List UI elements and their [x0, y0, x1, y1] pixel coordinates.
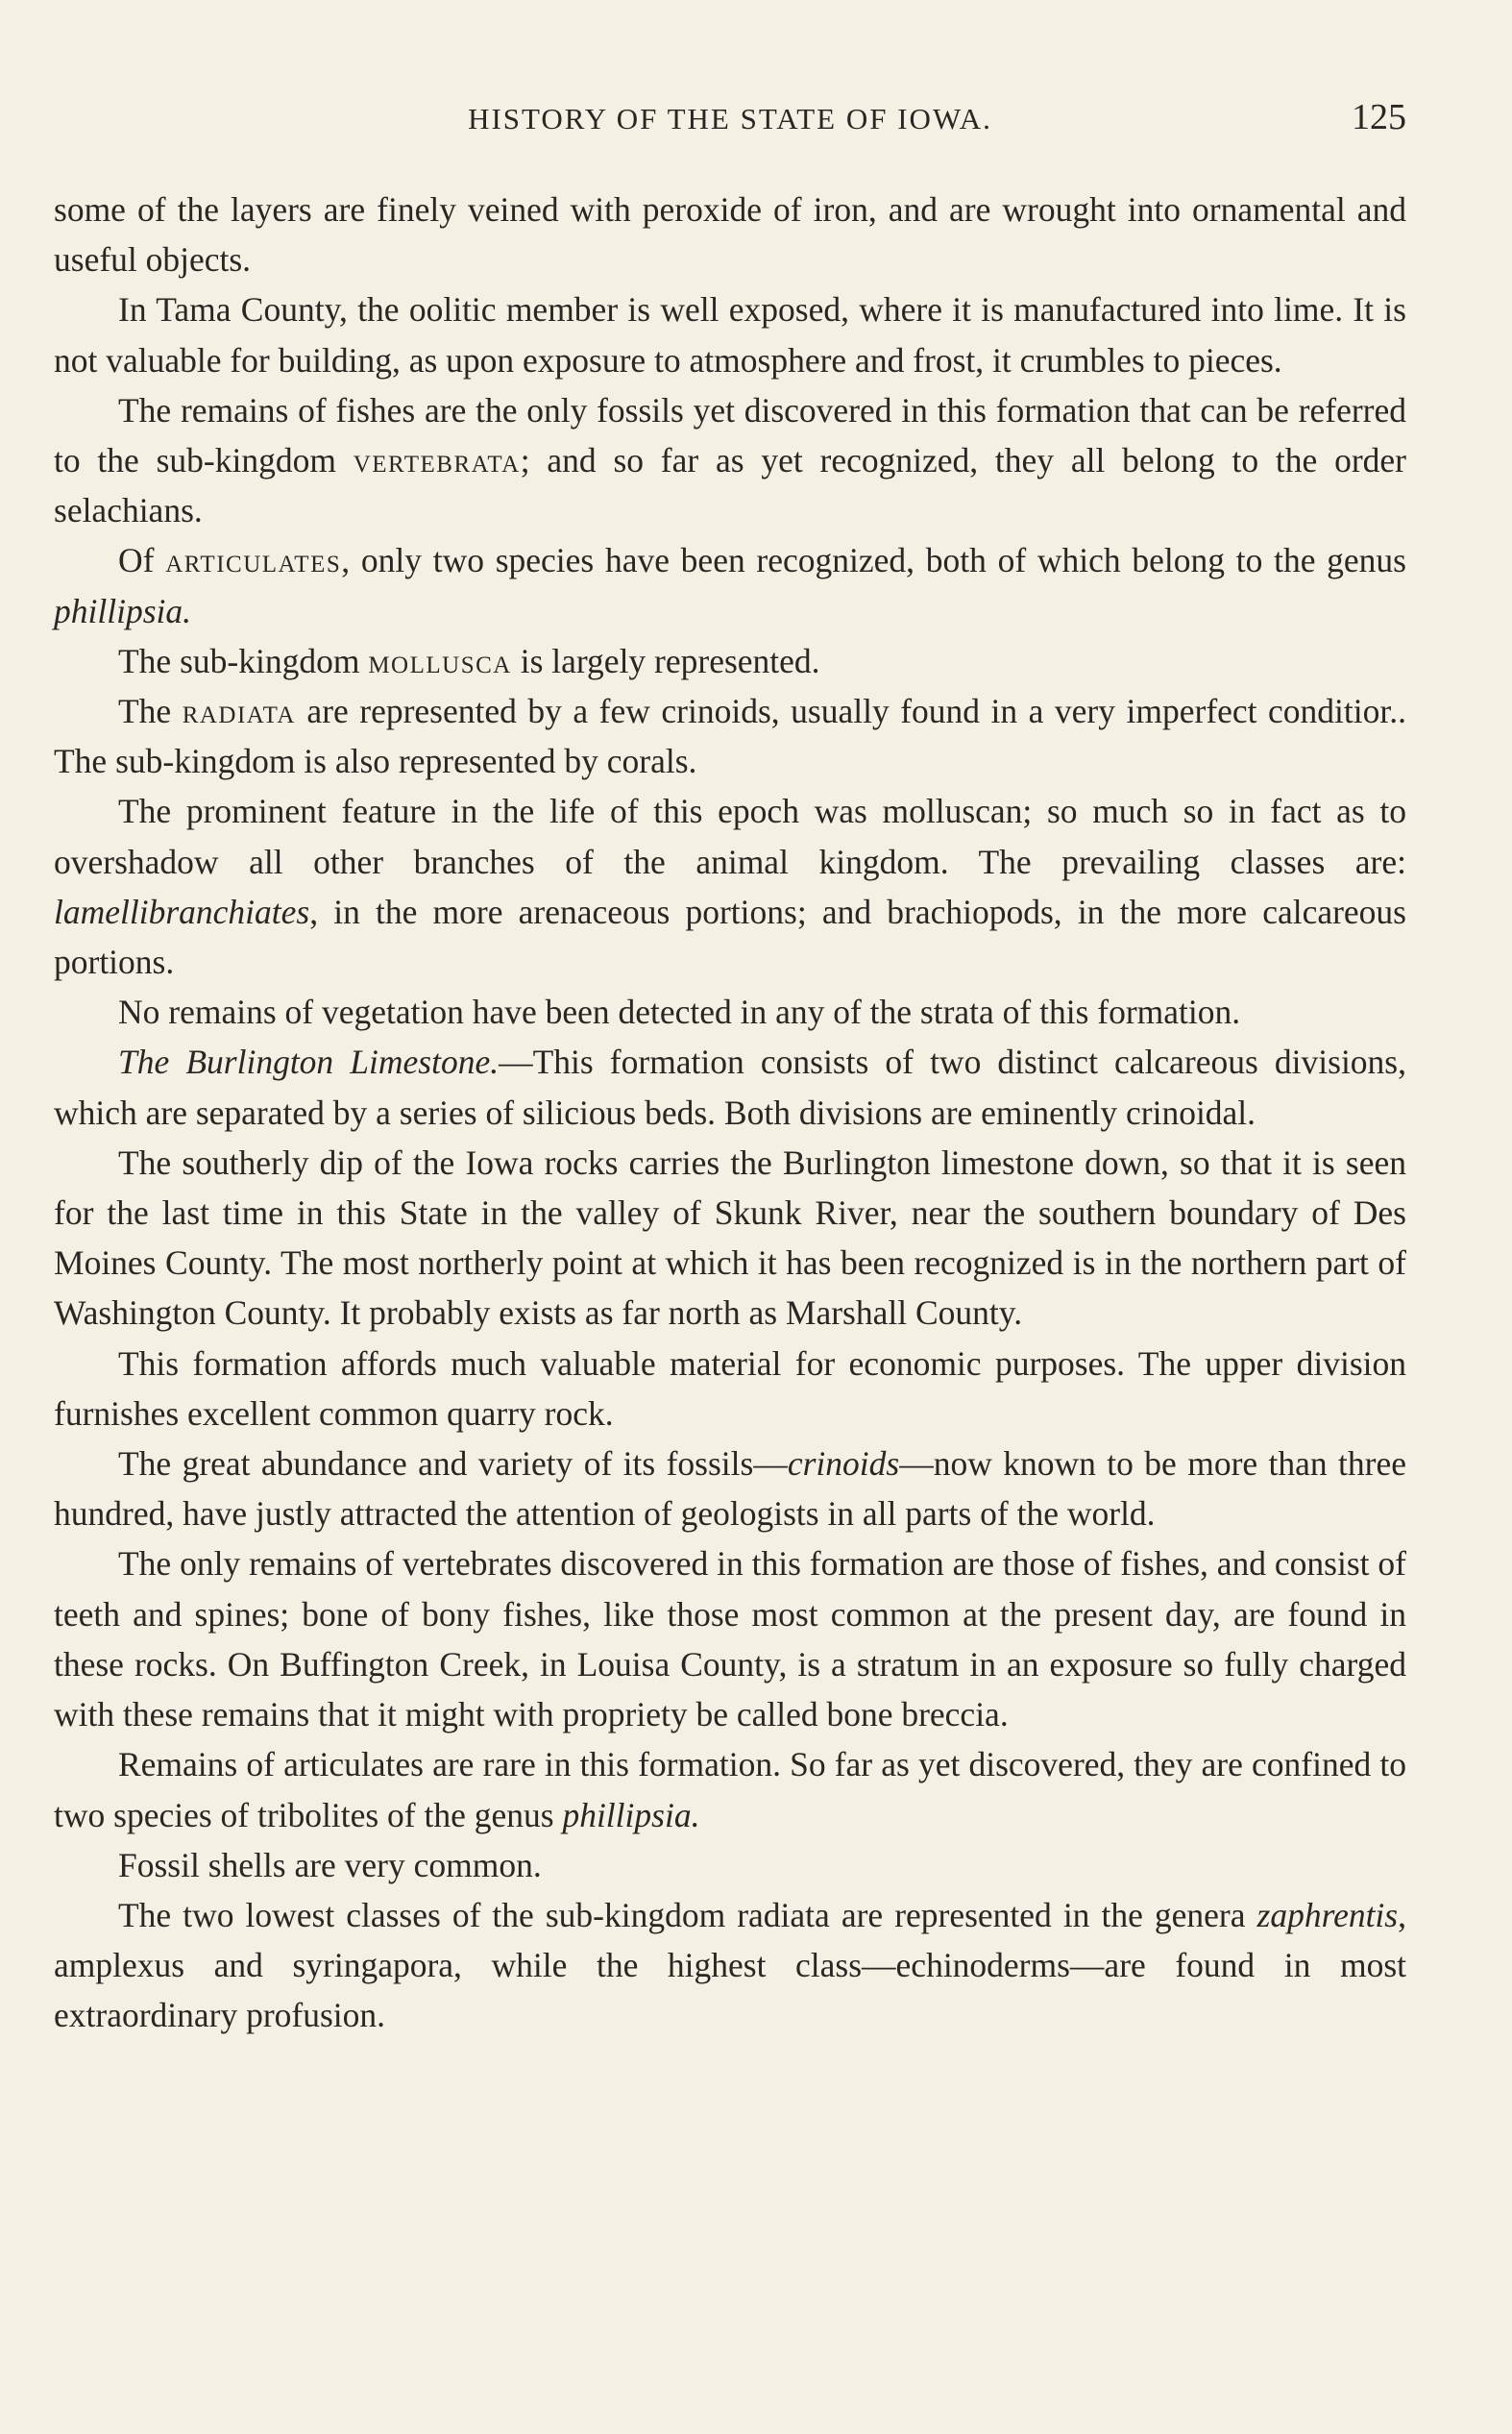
paragraph: [54, 987, 1406, 1037]
text-segment: zaphrentis: [1256, 1895, 1399, 1934]
body-text: [54, 184, 1406, 2041]
page-number: 125: [1352, 97, 1406, 137]
text-segment: , in the more arenaceous portions; and brachiopods, in the more calcareous portions.: [54, 892, 1406, 982]
paragraph: [54, 636, 1406, 686]
running-title: HISTORY OF THE STATE OF IOWA.: [468, 102, 992, 135]
text-segment: Fossil shells are very common.: [118, 1845, 542, 1884]
paragraph: [54, 1739, 1406, 1839]
text-segment: are represented by a few crinoids, usually found in a very imperfect conditior.. The sub-kingdom is also represented by corals.: [54, 692, 1406, 781]
text-segment: some of the layers are finely veined with peroxide of iron, and are wrought into ornamental and useful objects.: [54, 190, 1406, 280]
text-segment: The great abundance and variety of its fossils—: [118, 1444, 788, 1484]
page-header: [54, 96, 1406, 154]
text-segment: , amplexus and syringapora, while the highest class—echinoderms—are found in most extraordinary profusion.: [54, 1895, 1406, 2035]
paragraph: [54, 1037, 1406, 1137]
text-segment: The remains of fishes are the only fossils yet discovered in this formation that can be referred to the sub-kingdom: [54, 390, 1406, 480]
text-segment: crinoids: [787, 1444, 900, 1484]
paragraph: [54, 385, 1406, 536]
text-segment: —This formation consists of two distinct calcareous divisions, which are separated by a series of silicious beds. Both divisions are eminently crinoidal.: [54, 1043, 1406, 1132]
text-segment: Of: [118, 541, 166, 580]
paragraph: [54, 1538, 1406, 1739]
paragraph: [54, 284, 1406, 384]
paragraph: [54, 1339, 1406, 1438]
text-segment: articulates: [165, 541, 342, 580]
paragraph: [54, 1840, 1406, 1890]
text-segment: vertebrata: [353, 441, 521, 480]
text-segment: mollusca: [368, 641, 512, 680]
paragraph: [54, 686, 1406, 786]
paragraph: [54, 1138, 1406, 1339]
text-segment: , only two species have been recognized, both of which belong to the genus: [341, 541, 1406, 580]
text-segment: The sub-kingdom: [118, 641, 369, 680]
text-segment: The two lowest classes of the sub-kingdom radiata are represented in the genera: [118, 1895, 1257, 1934]
text-segment: No remains of vegetation have been detected in any of the strata of this formation.: [118, 993, 1241, 1032]
text-segment: phillipsia.: [54, 591, 192, 630]
text-segment: ; and so far as yet recognized, they all belong to the order selachians.: [54, 441, 1406, 530]
text-segment: The prominent feature in the life of this epoch was molluscan; so much so in fact as to overshadow all other branches of the animal kingdom. The prevailing classes are:: [54, 792, 1406, 881]
text-segment: In Tama County, the oolitic member is well exposed, where it is manufactured into lime. It is not valuable for building, as upon exposure to atmosphere and frost, it crumbles to pieces.: [54, 290, 1406, 380]
text-segment: The Burlington Limestone.: [118, 1043, 500, 1082]
text-segment: —now known to be more than three hundred, have justly attracted the attention of geologists in all parts of the world.: [54, 1444, 1407, 1534]
paragraph: [54, 535, 1406, 635]
text-segment: This formation affords much valuable material for economic purposes. The upper division furnishes excellent common quarry rock.: [54, 1343, 1406, 1433]
text-segment: radiata: [182, 692, 296, 731]
paragraph: [54, 786, 1406, 987]
text-segment: is largely represented.: [511, 641, 820, 680]
paragraph: [54, 184, 1406, 284]
text-segment: The only remains of vertebrates discovered in this formation are those of fishes, and consist of teeth and spines; bone of bony fishes, like those most common at the present day, are found in these rocks. On Buffington Creek, in Louisa County, is a stratum in an exposure so fully charged with these remains that it might with propriety be called bone breccia.: [54, 1544, 1406, 1734]
text-segment: The: [118, 692, 183, 731]
text-segment: phillipsia.: [562, 1795, 700, 1834]
paragraph: [54, 1890, 1406, 2041]
paragraph: [54, 1438, 1406, 1538]
text-segment: lamellibranchiates: [54, 892, 310, 931]
text-segment: Remains of articulates are rare in this formation. So far as yet discovered, they are confined to two species of tribolites of the genus: [54, 1745, 1406, 1834]
text-segment: The southerly dip of the Iowa rocks carries the Burlington limestone down, so that it is seen for the last time in this State in the valley of Skunk River, near the southern boundary of Des Moines County. The most northerly point at which it has been recognized is in the northern part of Washington County. It probably exists as far north as Marshall County.: [54, 1143, 1406, 1333]
